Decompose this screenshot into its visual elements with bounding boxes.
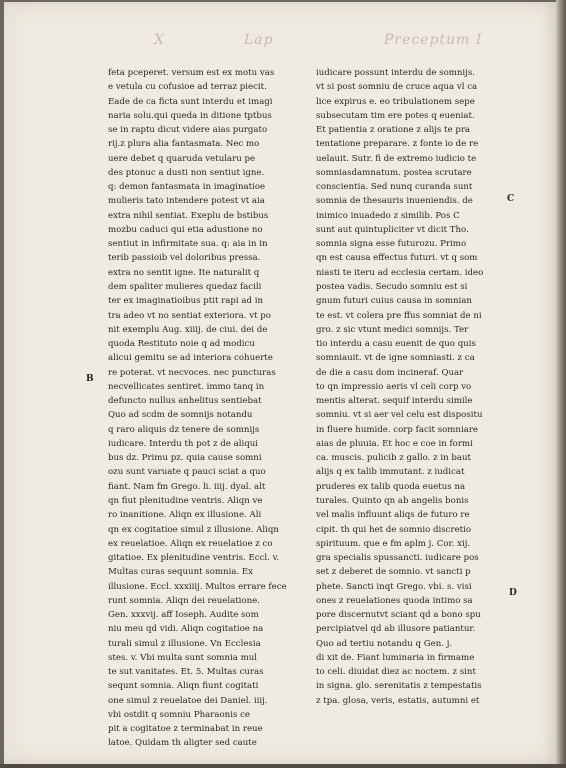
margin-letter-d: D xyxy=(509,588,517,598)
text-line: des ptonuc a dusti non sentiut igne. xyxy=(108,167,265,178)
text-line: Quo ad scdm de somnijs notandu xyxy=(108,410,253,421)
text-line: to celi. diuidat diez ac noctem. z sint xyxy=(316,667,476,678)
text-line: alicui gemitu se ad interiora cohuerte xyxy=(108,353,273,364)
text-line: subsecutam tim ere potes q eueniat. xyxy=(316,110,475,121)
text-line: tio interdu a casu euenit de quo quis xyxy=(316,339,476,350)
text-line: turales. Quinto qn ab angelis bonis xyxy=(316,495,469,506)
text-line: mozbu caduci qui etia adustione no xyxy=(108,224,263,235)
text-line: stes. v. Vbi multa sunt somnia mul xyxy=(108,652,258,663)
text-line: postea vadis. Secudo somniu est si xyxy=(316,281,468,292)
text-line: runt somnia. Aliqn dei reuelatione. xyxy=(108,595,260,606)
text-line: mentis alterat. sequif interdu simile xyxy=(316,396,473,407)
text-line: Eade de ca ficta sunt interdu et imagi xyxy=(108,96,273,107)
text-line: gro. z sic vtunt medici somnijs. Ter xyxy=(316,324,469,335)
text-line: Quo ad tertiu notandu q Gen. j. xyxy=(316,638,453,649)
text-line: niu meu qd vidi. Aliqn cogitatioe na xyxy=(108,624,264,635)
text-line: tentatione preparare. z fonte io de re xyxy=(316,139,479,150)
text-line: set z deberet de somnio. vt sancti p xyxy=(316,567,471,578)
text-line: gra specialis spussancti. iudicare pos xyxy=(316,553,479,564)
right-text-column xyxy=(316,66,536,708)
header-folio: X xyxy=(154,32,165,48)
text-line: bus dz. Primu pz. quia cause somni xyxy=(108,453,262,464)
text-line: vel malis influunt aliqs de futuro re xyxy=(316,510,470,521)
text-line: necvellicates sentiret. immo tanq in xyxy=(108,381,265,392)
text-line: turali simul z illusione. Vn Ecclesia xyxy=(108,638,261,649)
text-line: in fluere humide. corp facit somniare xyxy=(316,424,479,435)
text-line: qn fiut plenitudine ventris. Aliqn ve xyxy=(108,495,263,506)
text-line: qn ex cogitatioe simul z illusione. Aliqn xyxy=(108,524,279,535)
text-line: di xit de. Fiant luminaria in firmame xyxy=(316,652,475,663)
text-line: extra no sentit igne. Ite naturalit q xyxy=(108,267,260,278)
text-line: nit exemplu Aug. xiiij. de ciui. dei de xyxy=(108,324,268,335)
running-header xyxy=(4,32,556,52)
text-line: e vetula cu cofusioe ad terraz piecit. xyxy=(108,82,267,93)
text-line: pore discernutvt sciant qd a bono spu xyxy=(316,610,481,621)
text-line: q: demon fantasmata in imaginatioe xyxy=(108,182,266,193)
text-line: Et patientia z oratione z alijs te pra xyxy=(316,125,471,136)
text-line: phete. Sancti inqt Grego. vbi. s. visi xyxy=(316,581,472,592)
text-line: sentiut in infirmitate sua. q: aia in in xyxy=(108,239,268,250)
text-line: ter ex imaginatioibus ptit rapi ad in xyxy=(108,296,264,307)
text-line: illusione. Eccl. xxxiiij. Multos errare fece xyxy=(108,581,287,592)
text-line: gitatioe. Ex plenitudine ventris. Eccl. v. xyxy=(108,553,280,564)
text-line: ones z reuelationes quoda intimo sa xyxy=(316,595,473,606)
text-line: latoe. Quidam th aligter sed caute xyxy=(108,738,257,749)
text-line: somnia signa esse futurozu. Primo xyxy=(316,239,467,250)
text-line: alijs q ex talib immutant. z iudicat xyxy=(316,467,465,478)
text-line: in signa. glo. serenitatis z tempestatis xyxy=(316,681,482,692)
text-line: pruderes ex talib quoda euetus na xyxy=(316,481,466,492)
text-line: one simul z reuelatoe dei Daniel. iiij. xyxy=(108,695,268,706)
text-line: cipit. th qui het de somnio discretio xyxy=(316,524,472,535)
header-chapter: Lap xyxy=(244,32,274,48)
text-line: feta pceperet. versum est ex motu vas xyxy=(108,68,275,78)
text-line: naria solu.qui queda in ditione tptbus xyxy=(108,110,272,121)
text-line: dem spaliter mulieres quedaz facili xyxy=(108,281,262,292)
text-line: defuncto nullus anhelitus sentiebat xyxy=(108,396,262,407)
text-line: extra nihil sentiat. Exeplu de bstibus xyxy=(108,210,269,221)
text-line: rij.z plura alia fantasmata. Nec mo xyxy=(108,139,260,150)
page-edge-shadow xyxy=(556,0,566,768)
text-line: te est. vt colera pre ffus somniat de ni xyxy=(316,310,482,321)
text-line: tra adeo vt no sentiat exteriora. vt po xyxy=(108,310,271,321)
text-line: vbi ostdit q somniu Pharaonis ce xyxy=(108,709,250,720)
text-line: ozu sunt varuate q pauci sciat a quo xyxy=(108,467,266,478)
text-line: Gen. xxxvij. aff Ioseph. Audite som xyxy=(108,610,259,621)
text-line: percipiatvel qd ab illusore patiantur. xyxy=(316,624,476,635)
text-line: conscientia. Sed nunq curanda sunt xyxy=(316,182,473,193)
margin-letter-c: C xyxy=(507,194,515,204)
text-line: somnia de thesauris inueniendis. de xyxy=(316,196,473,207)
text-line: Multas curas sequunt somnia. Ex xyxy=(108,567,254,578)
margin-letter-b: B xyxy=(86,374,94,384)
text-line: z tpa. glosa, veris, estatis, autumni et xyxy=(316,695,480,706)
text-line: lice expirus e. eo tribulationem sepe xyxy=(316,96,475,107)
text-line: quoda Restituto noie q ad modicu xyxy=(108,339,255,350)
text-line: qn est causa effectus futuri. vt q som xyxy=(316,253,478,264)
left-text-column xyxy=(108,66,328,751)
text-line: fiant. Nam fm Grego. li. iiij. dyal. alt xyxy=(108,481,266,492)
text-line: se in raptu dicut videre aias purgato xyxy=(108,125,268,136)
text-line: iudicare possunt interdu de somnijs. xyxy=(316,68,475,78)
text-line: terib passioib vel doloribus pressa. xyxy=(108,253,261,264)
text-line: q raro aliquis dz tenere de somnijs xyxy=(108,424,260,435)
text-line: iudicare. Interdu th pot z de aliqui xyxy=(108,438,259,449)
text-line: niasti te iteru ad ecclesia certam. ideo xyxy=(316,267,484,278)
text-line: ex reuelatioe. Aliqn ex reuelatioe z co xyxy=(108,538,273,549)
book-page xyxy=(4,2,556,764)
text-line: gnum futuri cuius causa in somnian xyxy=(316,296,472,307)
text-line: ca. muscis. pulicib z gallo. z in baut xyxy=(316,453,472,464)
header-title: Preceptum I xyxy=(384,32,483,48)
page-bottom-edge xyxy=(0,764,566,768)
text-line: somniasdamnatum. postea scrutare xyxy=(316,167,472,178)
text-line: mulieris tato intendere potest vt aia xyxy=(108,196,265,207)
text-line: uelauit. Sutr. fi de extremo iudicio te xyxy=(316,153,477,164)
text-line: pit a cogitatoe z terminabat in reue xyxy=(108,724,263,735)
text-line: somniu. vt si aer vel celu est dispositu xyxy=(316,410,483,421)
text-line: vt si post somniu de cruce aqua vl ca xyxy=(316,82,478,93)
text-line: te sut vanitates. Et. 5. Multas curas xyxy=(108,667,264,678)
text-line: to qn impressio aeris vl celi corp vo xyxy=(316,381,472,392)
text-line: re poterat. vt necvoces. nec puncturas xyxy=(108,367,276,378)
text-line: sequnt somnia. Aliqn fiunt cogitati xyxy=(108,681,259,692)
text-line: sunt aut quintupliciter vt dicit Tho. xyxy=(316,224,469,235)
text-line: somniauit. vt de igne somniasti. z ca xyxy=(316,353,475,364)
text-line: de die a casu dom incineraf. Quar xyxy=(316,367,464,378)
text-line: uere debet q quaruda vetularu pe xyxy=(108,153,256,164)
text-line: ro inanitione. Aliqn ex illusione. Ali xyxy=(108,510,262,521)
text-line: inimico inuadedo z similib. Pos C xyxy=(316,210,460,221)
text-line: aias de pluuia. Et hoc e coe in formi xyxy=(316,438,473,449)
text-line: spirituum. que e fm aplm j. Cor. xij. xyxy=(316,538,471,549)
